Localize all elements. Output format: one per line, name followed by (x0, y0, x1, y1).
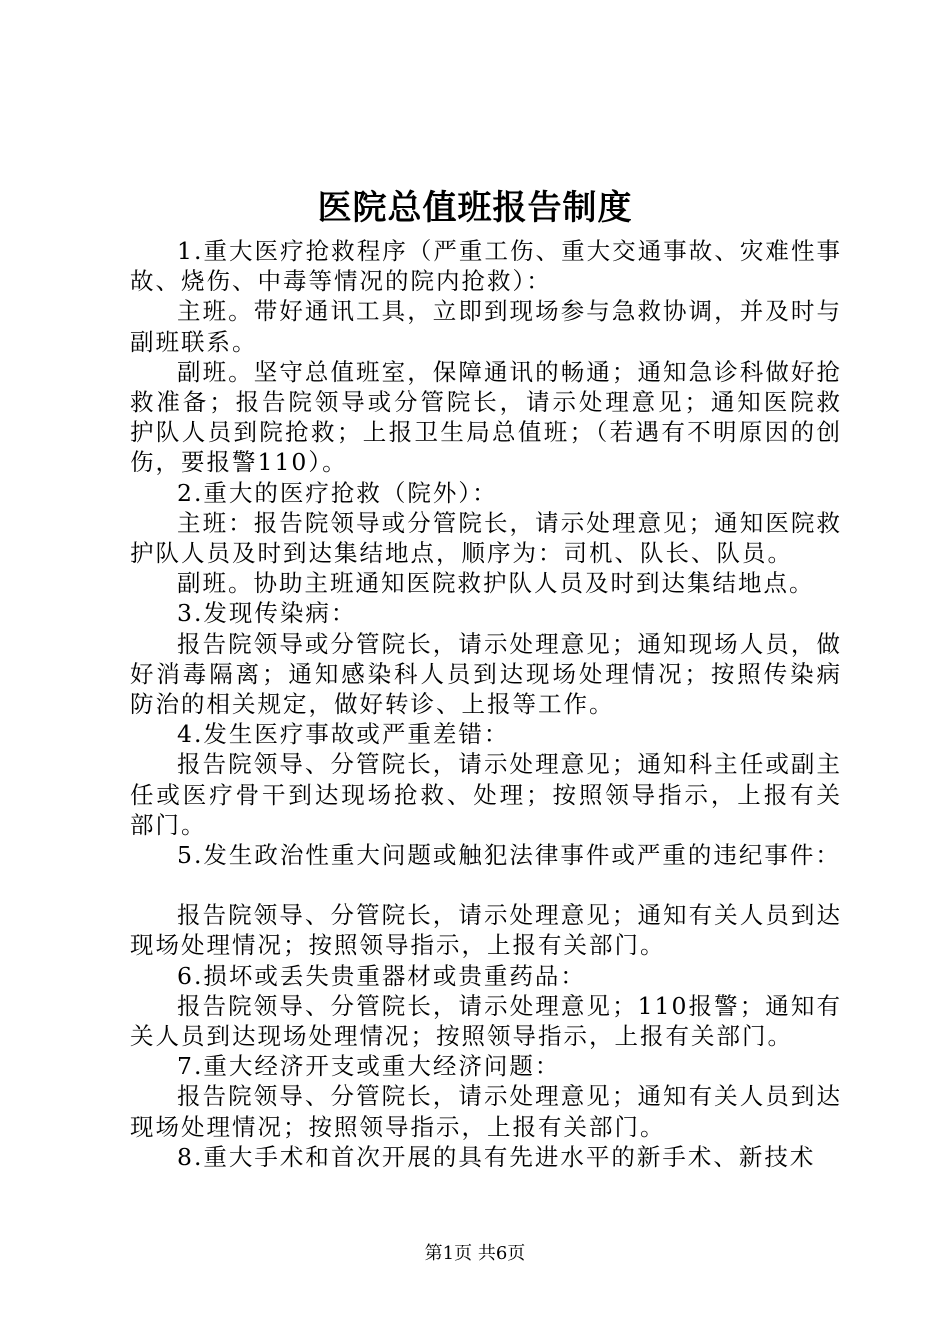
paragraph-16: 报告院领导、分管院长，请示处理意见；通知有关人员到达现场处理情况；按照领导指示，上报有关部门。 (130, 1082, 842, 1141)
paragraph-7: 3.发现传染病： (177, 599, 357, 628)
paragraph-11: 5.发生政治性重大问题或触犯法律事件或严重的违纪事件： (177, 841, 841, 870)
paragraph-8: 报告院领导或分管院长，请示处理意见；通知现场人员，做好消毒隔离；通知感染科人员到达现场处理情况；按照传染病防治的相关规定，做好转诊、上报等工作。 (130, 629, 842, 719)
paragraph-5: 主班：报告院领导或分管院长，请示处理意见；通知医院救护队人员及时到达集结地点，顺序为：司机、队长、队员。 (130, 508, 842, 568)
paragraph-12: 报告院领导、分管院长，请示处理意见；通知有关人员到达现场处理情况；按照领导指示，上报有关部门。 (130, 901, 842, 960)
paragraph-2: 主班。带好通讯工具，立即到现场参与急救协调，并及时与副班联系。 (130, 297, 842, 356)
paragraph-14: 报告院领导、分管院长，请示处理意见；110报警；通知有关人员到达现场处理情况；按照领导指示，上报有关部门。 (130, 991, 842, 1051)
paragraph-15: 7.重大经济开支或重大经济问题： (177, 1052, 561, 1081)
paragraph-3: 副班。坚守总值班室，保障通讯的畅通；通知急诊科做好抢救准备；报告院领导或分管院长，请示处理意见；通知医院救护队人员到院抢救；上报卫生局总值班；（若遇有不明原因的创伤，要报警110）。 (130, 357, 842, 477)
page-footer: 第1页 共6页 (424, 1243, 526, 1264)
paragraph-10: 报告院领导、分管院长，请示处理意见；通知科主任或副主任或医疗骨干到达现场抢救、处理；按照领导指示，上报有关部门。 (130, 750, 842, 839)
document-title: 医院总值班报告制度 (317, 188, 633, 228)
paragraph-17: 8.重大手术和首次开展的具有先进水平的新手术、新技术 (177, 1142, 816, 1171)
paragraph-1: 1.重大医疗抢救程序（严重工伤、重大交通事故、灾难性事故、烧伤、中毒等情况的院内抢救）： (130, 237, 842, 296)
document-body (130, 236, 842, 1172)
paragraph-4: 2.重大的医疗抢救（院外）： (177, 478, 498, 507)
paragraph-13: 6.损坏或丢失贵重器材或贵重药品： (177, 961, 586, 990)
paragraph-9: 4.发生医疗事故或严重差错： (177, 720, 510, 749)
paragraph-6: 副班。协助主班通知医院救护队人员及时到达集结地点。 (177, 569, 815, 598)
